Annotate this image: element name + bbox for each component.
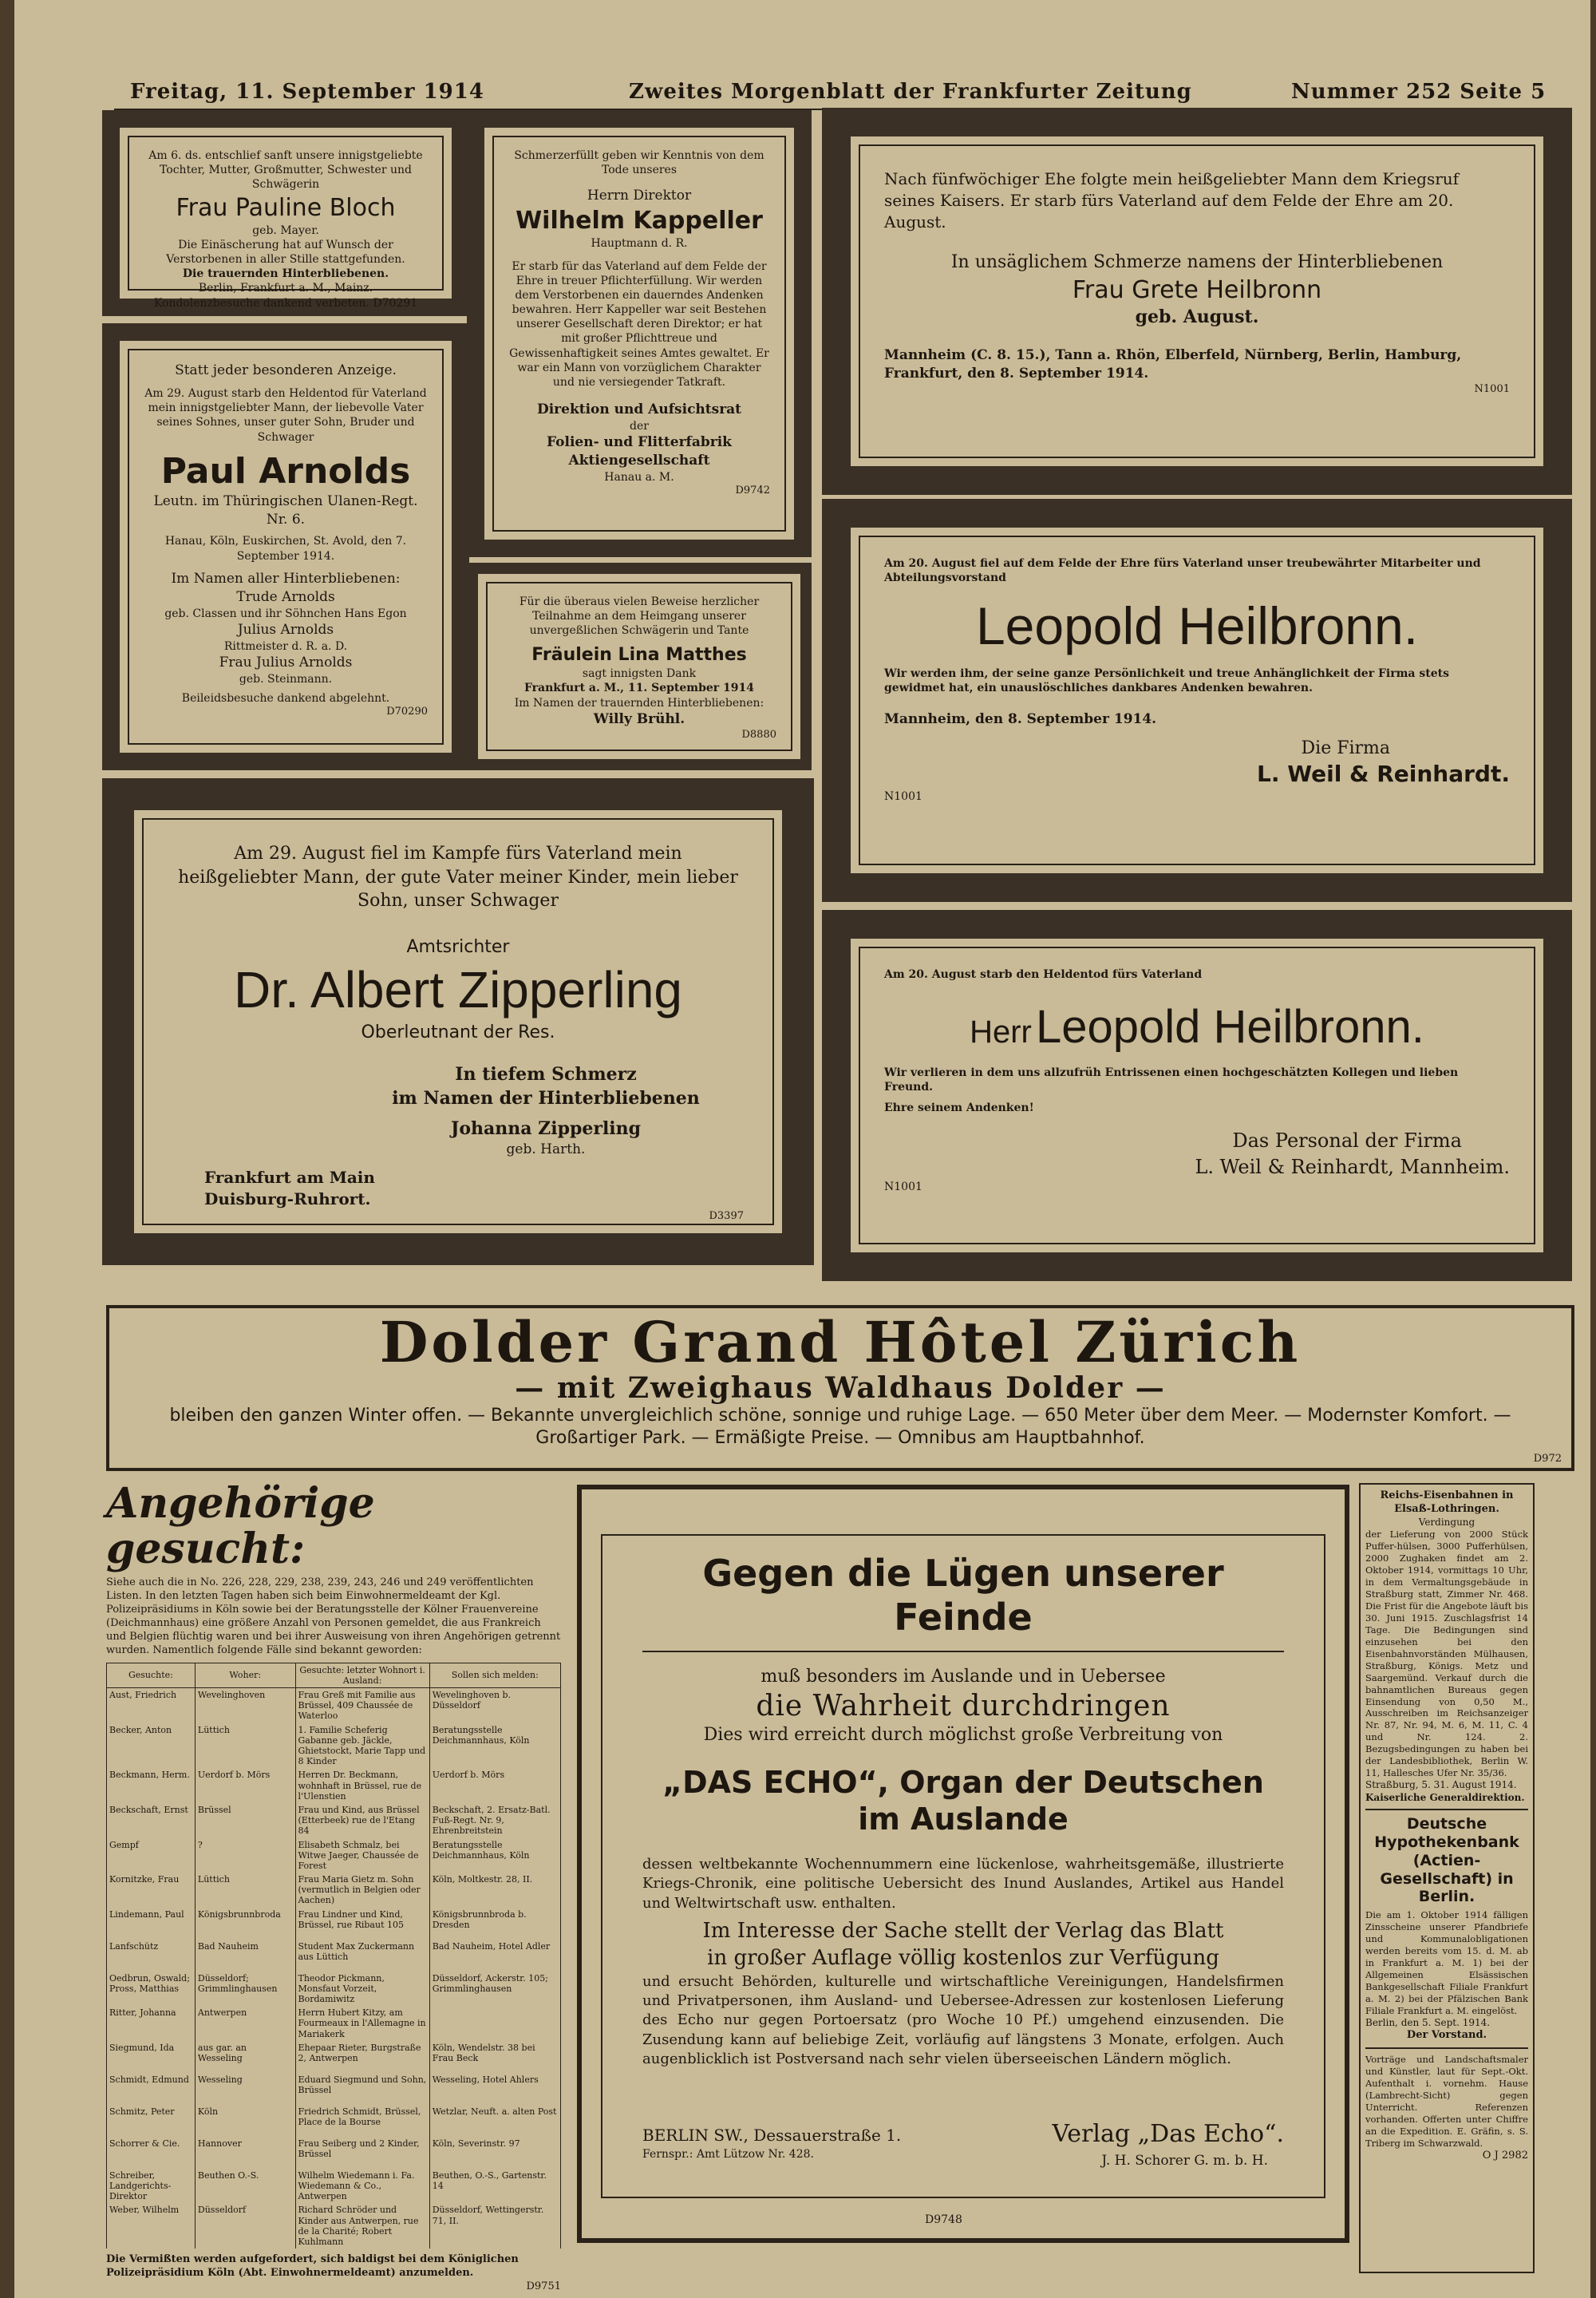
reichs-sub: Verdingung bbox=[1418, 1516, 1476, 1528]
matthes-code: D8880 bbox=[741, 728, 776, 741]
table-cell: ? bbox=[195, 1838, 295, 1873]
table-cell: Wesseling bbox=[195, 2073, 295, 2105]
table-cell: Friedrich Schmidt, Brüssel, Place de la Bourse bbox=[295, 2105, 429, 2137]
dolder-title: Dolder Grand Hôtel Zürich bbox=[379, 1309, 1302, 1375]
reichs-place: Straßburg, 5. 31. August 1914. bbox=[1365, 1779, 1517, 1791]
echo-big2: in großer Auflage völlig kostenlos zur Verfügung bbox=[707, 1945, 1219, 1970]
table-cell: Beckmann, Herm. bbox=[107, 1768, 196, 1803]
arnolds-note: Beileidsbesuche dankend abgelehnt. bbox=[181, 692, 390, 706]
table-row bbox=[107, 2006, 561, 2041]
table-cell: Schreiber, Landgerichts-Direktor bbox=[107, 2169, 196, 2204]
zipperling-intro: Am 29. August fiel im Kampfe fürs Vaterland mein heißgeliebter Mann, der gute Vater meiner Kinder, mein lieber Sohn, unser Schwager bbox=[178, 844, 738, 912]
bloch-intro: Am 6. ds. entschlief sanft unsere innigstgeliebte Tochter, Mutter, Großmutter, Schwester und Schwägerin bbox=[148, 149, 423, 192]
echo-inner bbox=[601, 1534, 1325, 2198]
table-row bbox=[107, 1723, 561, 1769]
echo-l1: muß besonders im Auslande und in Uebersee bbox=[760, 1667, 1166, 1687]
zipperling-line2: im Namen der Hinterbliebenen bbox=[392, 1087, 700, 1109]
table-row bbox=[107, 1908, 561, 1940]
table-cell: aus gar. an Wesseling bbox=[195, 2041, 295, 2073]
grete-born: geb. August. bbox=[1135, 306, 1259, 327]
notice-matthes bbox=[467, 563, 812, 770]
kappeller-body: Er starb für das Vaterland auf dem Felde der Ehre in treuer Pflichterfüllung. Wir werden dem Verstorbenen ein dauerndes Andenken bewahren. Herr Kappeller war seit Bestehen unserer Gesellschaft deren Direktor; er hat mit großer Pflichttreue und Gewissenhaftigkeit seines Amtes gewaltet. Er war ein Mann von vorzüglichem Charakter und nie versiegender Tatkraft. bbox=[509, 259, 769, 389]
grete-places: Mannheim (C. 8. 15.), Tann a. Rhön, Elberfeld, Nürnberg, Berlin, Hamburg, Frankfurt, den 8. September 1914. bbox=[884, 347, 1462, 382]
arnolds-intro: Statt jeder besonderen Anzeige. bbox=[175, 362, 397, 378]
zipperling-place2: Duisburg-Ruhrort. bbox=[204, 1189, 371, 1209]
matthes-place: Frankfurt a. M., 11. September 1914 bbox=[523, 682, 754, 695]
zipperling-born: geb. Harth. bbox=[506, 1141, 586, 1158]
leopold2-sign2: L. Weil & Reinhardt, Mannheim. bbox=[1195, 1155, 1510, 1178]
column-right bbox=[1359, 1483, 1535, 2273]
bloch-born: geb. Mayer. bbox=[252, 223, 319, 237]
table-cell: Frau Maria Gietz m. Sohn (vermutlich in Belgien oder Aachen) bbox=[295, 1873, 429, 1908]
arnolds-m3: Julius Arnolds bbox=[237, 621, 334, 638]
table-cell: 1. Familie Scheferig Gabanne geb. Jäckle, Ghietstockt, Marie Tapp und 8 Kinder bbox=[295, 1723, 429, 1769]
ad-dolder bbox=[106, 1305, 1574, 1471]
table-cell: Beratungsstelle Deichmannhaus, Köln bbox=[429, 1838, 560, 1873]
table-cell: Bad Nauheim bbox=[195, 1940, 295, 1972]
table-row bbox=[107, 1873, 561, 1908]
leopold2-intro: Am 20. August starb den Heldentod fürs Vaterland bbox=[884, 968, 1203, 981]
arnolds-name: Paul Arnolds bbox=[160, 450, 411, 492]
table-cell bbox=[429, 2006, 560, 2041]
table-cell: Wevelinghoven b. Düsseldorf bbox=[429, 1688, 560, 1723]
table-cell: Beuthen O.-S. bbox=[195, 2169, 295, 2204]
table-cell: Elisabeth Schmalz, bei Witwe Jaeger, Chaussée de Forest bbox=[295, 1838, 429, 1873]
table-row bbox=[107, 2105, 561, 2137]
bloch-places: Berlin, Frankfurt a. M., Mainz. bbox=[198, 282, 373, 295]
echo-firm: J. H. Schorer G. m. b. H. bbox=[1101, 2153, 1268, 2169]
bank-body: Die am 1. Oktober 1914 fälligen Zinsscheine unserer Pfandbriefe und Kommunalobligationen werden bereits vom 15. d. M. ab in Frankfurt a. M. 1) bei der Allgemeinen Elsässischen Bankgesellschaft Filiale Frankfurt a. M. 2) bei der Pfälzischen Bank Filiale Frankfurt a. M. eingelöst. bbox=[1365, 1909, 1528, 2016]
bank-sign: Der Vorstand. bbox=[1406, 2029, 1487, 2042]
angehoerige-code: D9751 bbox=[526, 2280, 561, 2292]
echo-l3: Dies wird erreicht durch möglichst große Verbreitung von bbox=[703, 1725, 1223, 1746]
notice-kappeller bbox=[467, 110, 812, 557]
table-cell: Königsbrunnbroda b. Dresden bbox=[429, 1908, 560, 1940]
dolder-sub: — mit Zweighaus Waldhaus Dolder — bbox=[515, 1370, 1166, 1405]
reichs-body: der Lieferung von 2000 Stück Puffer-hülsen, 3000 Pufferhülsen, 2000 Zughaken findet am 2. Oktober 1914, vormittags 10 Uhr, in dem Vermaltungsgebäude in Straßburg statt, Zimmer Nr. 468. Die Frist für die Angebote läuft bis 30. Juni 1915. Zuschlagsfrist 14 Tage. Die Bedingungen sind einzusehen bei den Eisenbahnvorständen Mülhausen, Straßburg, Königs. Metz und Saargemünd. Verkauf durch die bahnamtlichen Bureaus gegen Einsendung von 0,50 M., Ausschreiben im Reichsanzeiger Nr. 87, Nr. 94, M. 6, M. 11, C. 4 und Nr. 124. 2. Bezugsbedingungen zu haben bei der Landesbibliothek, Berlin W. 11, Hallesches Ufer Nr. 35/36. bbox=[1365, 1529, 1528, 1779]
arnolds-places: Hanau, Köln, Euskirchen, St. Avold, den 7. September 1914. bbox=[164, 535, 407, 563]
table-cell: Köln, Wendelstr. 38 bei Frau Beck bbox=[429, 2041, 560, 2073]
table-row bbox=[107, 2137, 561, 2169]
leopold1-name: Leopold Heilbronn. bbox=[975, 596, 1419, 656]
bloch-burial: Die Einäscherung hat auf Wunsch der Verstorbenen in aller Stille stattgefunden. bbox=[166, 238, 405, 266]
matthes-line: Im Namen der trauernden Hinterbliebenen: bbox=[514, 696, 764, 710]
table-cell: Düsseldorf, Wettingerstr. 71, II. bbox=[429, 2203, 560, 2249]
table-cell: Gempf bbox=[107, 1838, 196, 1873]
leopold2-honor: Ehre seinem Andenken! bbox=[884, 1102, 1034, 1115]
table-row bbox=[107, 1803, 561, 1838]
kappeller-sign1: Direktion und Aufsichtsrat bbox=[536, 401, 742, 418]
table-cell: Theodor Pickmann, Monsfaut Vorzeit, Bordamiwitz bbox=[295, 1972, 429, 2007]
zipperling-rank: Oberleutnant der Res. bbox=[361, 1022, 555, 1042]
misc-code: O J 2982 bbox=[1482, 2149, 1528, 2162]
table-cell: Beckschaft, Ernst bbox=[107, 1803, 196, 1838]
bloch-note: Kondolenzbesuche dankend verbeten. D70291 bbox=[153, 296, 418, 310]
table-row bbox=[107, 1972, 561, 2007]
misc-body: Vorträge und Landschaftsmaler und Künstler, laut für Sept.-Okt. Aufenthalt i. vornehm. Hause (Lambrecht-Sicht) gegen Unterricht. Referenzen vorhanden. Offerten unter Chiffre an die Expedition. E. Gräfin, s. S. Triberg im Schwarzwald. bbox=[1365, 2054, 1528, 2149]
angehoerige-footer: Die Vermißten werden aufgefordert, sich baldigst bei dem Königlichen Polizeipräsidium Köln (Abt. Einwohnermeldeamt) anzumelden. bbox=[106, 2253, 519, 2279]
zipperling-name: Dr. Albert Zipperling bbox=[233, 960, 683, 1018]
table-cell: Lanfschütz bbox=[107, 1940, 196, 1972]
table-cell: Wevelinghoven bbox=[195, 1688, 295, 1723]
table-row bbox=[107, 1940, 561, 1972]
table-cell: Köln, Moltkestr. 28, II. bbox=[429, 1873, 560, 1908]
notice-bloch bbox=[102, 110, 469, 316]
table-cell: Lindemann, Paul bbox=[107, 1908, 196, 1940]
echo-verlag: Verlag „Das Echo“. bbox=[1052, 2120, 1284, 2148]
kappeller-title: Herrn Direktor bbox=[587, 188, 692, 204]
table-cell: Uerdorf b. Mörs bbox=[195, 1768, 295, 1803]
table-cell: Frau und Kind, aus Brüssel (Etterbeek) rue de l'Etang 84 bbox=[295, 1803, 429, 1838]
table-header: Gesuchte: bbox=[107, 1663, 196, 1687]
reichs-title: Reichs-Eisenbahnen in Elsaß-Lothringen. bbox=[1380, 1489, 1514, 1515]
echo-footer bbox=[642, 2120, 1284, 2181]
arnolds-line: Im Namen aller Hinterbliebenen: bbox=[171, 570, 401, 587]
dolder-code: D972 bbox=[1533, 1453, 1562, 1465]
table-cell: Uerdorf b. Mörs bbox=[429, 1768, 560, 1803]
table-cell: Düsseldorf; Grimmlinghausen bbox=[195, 1972, 295, 2007]
table-row bbox=[107, 1688, 561, 1723]
table-cell: Kornitzke, Frau bbox=[107, 1873, 196, 1908]
table-row bbox=[107, 2169, 561, 2204]
leopold2-code: N1001 bbox=[884, 1181, 922, 1194]
arnolds-rank: Leutn. im Thüringischen Ulanen-Regt. Nr. 6. bbox=[153, 493, 418, 528]
kappeller-code: D9742 bbox=[735, 485, 770, 497]
table-cell: Brüssel bbox=[195, 1803, 295, 1838]
echo-body2: und ersucht Behörden, kulturelle und wirtschaftliche Vereinigungen, Handelsfirmen und Privatpersonen, ihm Ausland- und Uebersee-Adressen zur kostenlosen Lieferung des Echo nur gegen Portoersatz (pro Woche 10 Pf.) umgehend einzusenden. Die Zusendung kann auf beliebige Zeit, vorläufig auf längstens 3 Monate, erfolgen. Auch augenblicklich ist Postversand nach sehr vielen überseeischen Ländern möglich. bbox=[642, 1972, 1284, 2067]
bloch-name: Frau Pauline Bloch bbox=[176, 193, 396, 222]
grete-line: In unsäglichem Schmerze namens der Hinterbliebenen bbox=[950, 252, 1444, 272]
header-number: Nummer 252 Seite 5 bbox=[1291, 80, 1547, 104]
table-cell: Köln bbox=[195, 2105, 295, 2137]
arnolds-m6: geb. Steinmann. bbox=[239, 672, 333, 686]
table-cell: Düsseldorf bbox=[195, 2203, 295, 2249]
table-cell: Beuthen, O.-S., Gartenstr. 14 bbox=[429, 2169, 560, 2204]
kappeller-name: Wilhelm Kappeller bbox=[516, 207, 763, 235]
matthes-thanks: sagt innigsten Dank bbox=[582, 667, 697, 681]
table-row bbox=[107, 2073, 561, 2105]
dolder-line1: bleiben den ganzen Winter offen. — Bekannte unvergleichlich schöne, sonnige und ruhige Lage. — 650 Meter über dem Meer. — Modernster Komfort. — bbox=[169, 1405, 1511, 1426]
table-cell: Wesseling, Hotel Ahlers bbox=[429, 2073, 560, 2105]
table-cell: Oedbrun, Oswald; Pross, Matthias bbox=[107, 1972, 196, 2007]
arnolds-m4: Rittmeister d. R. a. D. bbox=[223, 639, 348, 653]
notice-arnolds bbox=[102, 323, 469, 770]
notice-leopold-firm bbox=[822, 499, 1572, 902]
table-cell: Frau Seiberg und 2 Kinder, Brüssel bbox=[295, 2137, 429, 2169]
bloch-mourners: Die trauernden Hinterbliebenen. bbox=[182, 267, 389, 281]
arnolds-code: D70290 bbox=[386, 706, 428, 718]
matthes-body: Für die überaus vielen Beweise herzlicher Teilnahme an dem Heimgang unserer unvergeßlichen Schwägerin und Tante bbox=[519, 595, 760, 638]
leopold2-body: Wir verlieren in dem uns allzufrüh Entrissenen einen hochgeschätzten Kollegen und lieben Freund. bbox=[884, 1066, 1459, 1094]
zipperling-sign: Johanna Zipperling bbox=[450, 1117, 642, 1139]
arnolds-m5: Frau Julius Arnolds bbox=[219, 654, 353, 670]
echo-title: Gegen die Lügen unserer Feinde bbox=[702, 1552, 1224, 1639]
matthes-name: Fräulein Lina Matthes bbox=[531, 644, 747, 665]
leopold2-prefix: Herr bbox=[970, 1015, 1032, 1050]
bank-date: Berlin, den 5. Sept. 1914. bbox=[1365, 2016, 1491, 2028]
echo-l2: die Wahrheit durchdringen bbox=[756, 1690, 1171, 1723]
table-cell: Schmitz, Peter bbox=[107, 2105, 196, 2137]
leopold2-name: Leopold Heilbronn. bbox=[1035, 1001, 1424, 1054]
arnolds-m1: Trude Arnolds bbox=[236, 588, 335, 605]
table-cell: Herren Dr. Beckmann, wohnhaft in Brüssel, rue de l'Ulenstien bbox=[295, 1768, 429, 1803]
header-paper: Zweites Morgenblatt der Frankfurter Zeitung bbox=[629, 80, 1192, 104]
table-row bbox=[107, 2203, 561, 2249]
leopold1-body: Wir werden ihm, der seine ganze Persönlichkeit und treue Anhänglichkeit der Firma stets gewidmet hat, ein unauslöschliches dankbares Andenken bewahren. bbox=[884, 667, 1449, 695]
notice-leopold-staff bbox=[822, 910, 1572, 1281]
table-row bbox=[107, 1838, 561, 1873]
table-cell: Weber, Wilhelm bbox=[107, 2203, 196, 2249]
table-header: Sollen sich melden: bbox=[429, 1663, 560, 1687]
leopold1-firm2: L. Weil & Reinhardt. bbox=[1257, 761, 1510, 788]
echo-body1: dessen weltbekannte Wochennummern eine lückenlose, wahrheitsgemäße, illustrierte Kriegs-Chronik, eine politische Uebersicht des Inund Auslandes, Artikel aus Handel und Weltwirtschaft usw. enthalten. bbox=[642, 1856, 1284, 1912]
table-cell: Siegmund, Ida bbox=[107, 2041, 196, 2073]
angehoerige-title: Angehörige gesucht: bbox=[106, 1479, 375, 1574]
bank-title: Deutsche Hypothekenbank (Actien-Gesellschaft) in Berlin. bbox=[1374, 1815, 1519, 1906]
dolder-line2: Großartiger Park. — Ermäßigte Preise. — Omnibus am Hauptbahnhof. bbox=[535, 1428, 1145, 1449]
notice-grete bbox=[822, 108, 1572, 495]
kappeller-intro: Schmerzerfüllt geben wir Kenntnis von dem Tode unseres bbox=[514, 149, 764, 177]
table-cell: Becker, Anton bbox=[107, 1723, 196, 1769]
section-angehoerige bbox=[106, 1479, 561, 2292]
table-cell: Frau Lindner und Kind, Brüssel, rue Ribaut 105 bbox=[295, 1908, 429, 1940]
leopold1-firm1: Die Firma bbox=[1301, 738, 1390, 758]
table-header: Woher: bbox=[195, 1663, 295, 1687]
grete-code: N1001 bbox=[1474, 383, 1510, 396]
table-cell: Hannover bbox=[195, 2137, 295, 2169]
table-cell: Antwerpen bbox=[195, 2006, 295, 2041]
zipperling-line1: In tiefem Schmerz bbox=[455, 1064, 637, 1086]
grete-body: Nach fünfwöchiger Ehe folgte mein heißgeliebter Mann dem Kriegsruf seines Kaisers. Er starb fürs Vaterland auf dem Felde der Ehre am 20. August. bbox=[884, 169, 1460, 231]
kappeller-rank: Hauptmann d. R. bbox=[591, 237, 688, 251]
zipperling-title: Amtsrichter bbox=[406, 937, 510, 958]
table-cell: Bad Nauheim, Hotel Adler bbox=[429, 1940, 560, 1972]
table-cell: Herrn Hubert Kitzy, am Fourmeaux in l'Allemagne in Mariakerk bbox=[295, 2006, 429, 2041]
table-cell: Schmidt, Edmund bbox=[107, 2073, 196, 2105]
bank-rule bbox=[1365, 2047, 1528, 2049]
arnolds-body: Am 29. August starb den Heldentod für Vaterland mein innigstgeliebter Mann, der liebevolle Vater seines Sohnes, unser guter Sohn, Bruder und Schwager bbox=[144, 386, 427, 444]
arnolds-m2: geb. Classen und ihr Söhnchen Hans Egon bbox=[164, 607, 407, 620]
table-cell: Beratungsstelle Deichmannhaus, Köln bbox=[429, 1723, 560, 1769]
table-cell: Köln, Severinstr. 97 bbox=[429, 2137, 560, 2169]
table-cell: Wetzlar, Neuft. a. alten Post bbox=[429, 2105, 560, 2137]
kappeller-sign2: der bbox=[630, 420, 649, 433]
matthes-sign: Willy Brühl. bbox=[593, 710, 685, 727]
echo-phone: Fernspr.: Amt Lützow Nr. 428. bbox=[642, 2148, 814, 2161]
ad-echo bbox=[577, 1485, 1349, 2243]
leopold2-heading bbox=[884, 1001, 1510, 1054]
echo-addr: BERLIN SW., Dessauerstraße 1. bbox=[642, 2126, 902, 2145]
kappeller-place: Hanau a. M. bbox=[604, 471, 674, 485]
zipperling-code: D3397 bbox=[709, 1210, 744, 1223]
table-cell: Schorrer & Cie. bbox=[107, 2137, 196, 2169]
header-date: Freitag, 11. September 1914 bbox=[130, 80, 484, 104]
table-cell: Frau Greß mit Familie aus Brüssel, 409 Chaussée de Waterloo bbox=[295, 1688, 429, 1723]
leopold2-sign1: Das Personal der Firma bbox=[1232, 1129, 1462, 1153]
reichs-rule bbox=[1365, 1809, 1528, 1810]
table-cell: Ritter, Johanna bbox=[107, 2006, 196, 2041]
echo-big1: Im Interesse der Sache stellt der Verlag das Blatt bbox=[702, 1919, 1224, 1944]
zipperling-place1: Frankfurt am Main bbox=[204, 1168, 375, 1188]
table-row bbox=[107, 1768, 561, 1803]
reichs-sign: Kaiserliche Generaldirektion. bbox=[1365, 1791, 1525, 1803]
table-header: Gesuchte: letzter Wohnort i. Ausland: bbox=[295, 1663, 429, 1687]
table-cell: Richard Schröder und Kinder aus Antwerpen, rue de la Charité; Robert Kuhlmann bbox=[295, 2203, 429, 2249]
leopold1-code: N1001 bbox=[884, 789, 922, 803]
table-cell: Beckschaft, 2. Ersatz-Batl. Fuß-Regt. Nr. 9, Ehrenbreitstein bbox=[429, 1803, 560, 1838]
table-cell: Eduard Siegmund und Sohn, Brüssel bbox=[295, 2073, 429, 2105]
table-cell: Wilhelm Wiedemann i. Fa. Wiedemann & Co., Antwerpen bbox=[295, 2169, 429, 2204]
grete-name: Frau Grete Heilbronn bbox=[1072, 275, 1322, 304]
table-cell: Student Max Zuckermann aus Lüttich bbox=[295, 1940, 429, 1972]
notice-zipperling bbox=[102, 778, 814, 1265]
angehoerige-table bbox=[106, 1663, 561, 2249]
table-row bbox=[107, 2041, 561, 2073]
table-cell: Aust, Friedrich bbox=[107, 1688, 196, 1723]
bloch-code: D70291 bbox=[373, 296, 418, 310]
table-cell: Lüttich bbox=[195, 1873, 295, 1908]
kappeller-sign3: Folien- und Flitterfabrik Aktiengesellschaft bbox=[547, 434, 732, 469]
table-cell: Königsbrunnbroda bbox=[195, 1908, 295, 1940]
leopold1-place: Mannheim, den 8. September 1914. bbox=[884, 710, 1157, 727]
echo-name: „DAS ECHO“, Organ der Deutschen im Auslande bbox=[662, 1764, 1264, 1837]
angehoerige-intro: Siehe auch die in No. 226, 228, 229, 238, 239, 243, 246 und 249 veröffentlichten Listen. In den letzten Tagen haben sich beim Einwohnermeldeamt der Kgl. Polizeipräsidiums in Köln sowie bei der Beratungsstelle der Kölner Frauenvereine (Deichmannhaus) eine größere Anzahl von Personen gemeldet, die aus Frankreich und Belgien flüchtig waren und bei ihrer Ausweisung von ihren Angehörigen getrennt wurden. Namentlich folgende Fälle sind bekannt geworden: bbox=[106, 1576, 561, 1656]
table-cell: Lüttich bbox=[195, 1723, 295, 1769]
leopold1-intro: Am 20. August fiel auf dem Felde der Ehre fürs Vaterland unser treubewährter Mitarbeiter und Abteilungsvorstand bbox=[884, 557, 1481, 585]
table-cell: Ehepaar Rieter, Burgstraße 2, Antwerpen bbox=[295, 2041, 429, 2073]
table-cell: Düsseldorf, Ackerstr. 105; Grimmlinghausen bbox=[429, 1972, 560, 2007]
echo-rule bbox=[642, 1651, 1284, 1652]
newspaper-page bbox=[14, 0, 1590, 2298]
echo-code: D9748 bbox=[925, 2213, 962, 2226]
